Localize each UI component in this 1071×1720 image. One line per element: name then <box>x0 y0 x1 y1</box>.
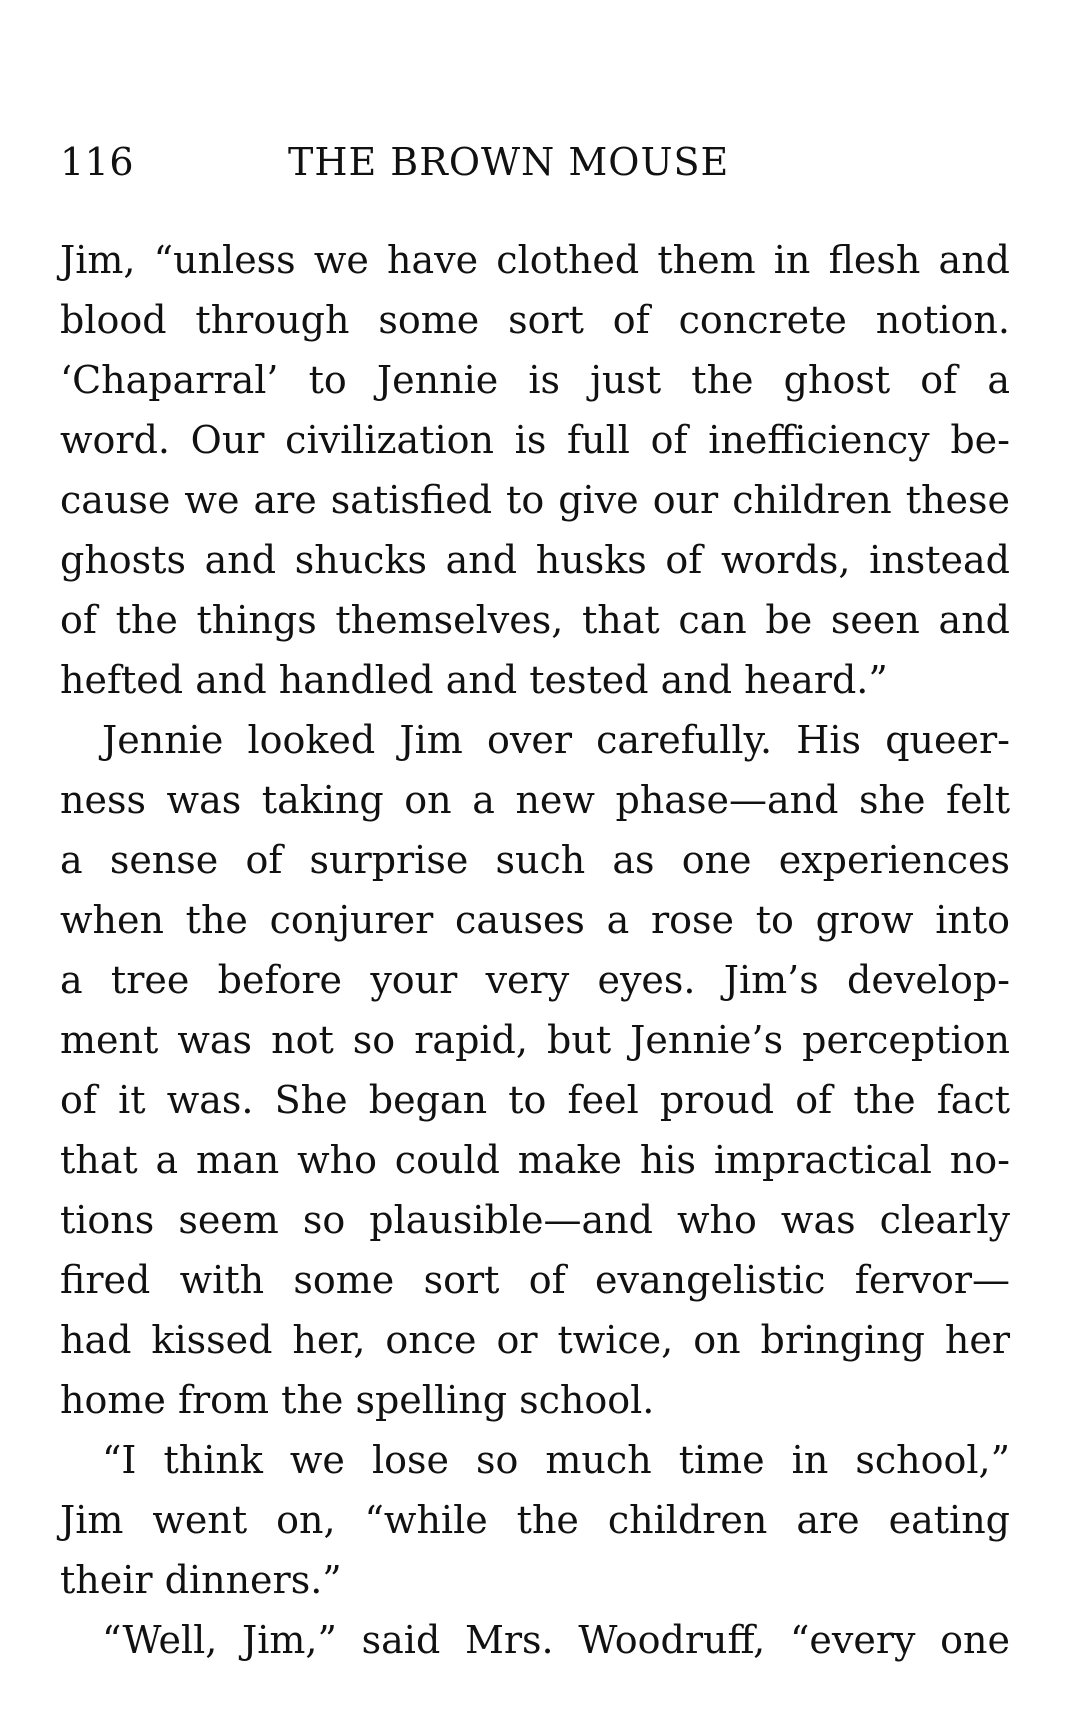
text-line: cause we are satisfied to give our children these <box>60 478 1010 522</box>
text-line: home from the spelling school. <box>60 1378 655 1422</box>
text-line: when the conjurer causes a rose to grow into <box>60 898 1010 942</box>
page-number: 116 <box>60 140 135 184</box>
text-line: had kissed her, once or twice, on bringing her <box>60 1318 1010 1362</box>
text-line: ‘Chaparral’ to Jennie is just the ghost of a <box>60 358 1010 402</box>
text-line: ghosts and shucks and husks of words, instead <box>60 538 1010 582</box>
text-line: a tree before your very eyes. Jim’s develop- <box>60 958 1010 1002</box>
text-line: of it was. She began to feel proud of the fact <box>60 1078 1010 1122</box>
paragraph-start-line: Jennie looked Jim over carefully. His queer- <box>102 718 1010 762</box>
text-line: blood through some sort of concrete notion. <box>60 298 1010 342</box>
page-header <box>60 140 1010 200</box>
text-line: their dinners.” <box>60 1558 342 1602</box>
text-line: a sense of surprise such as one experiences <box>60 838 1010 882</box>
page-body-text <box>60 230 1010 1670</box>
running-title: THE BROWN MOUSE <box>288 140 730 184</box>
book-page <box>60 140 1010 1670</box>
paragraph-start-line: “I think we lose so much time in school,” <box>102 1438 1010 1482</box>
text-line: Jim, “unless we have clothed them in flesh and <box>60 238 1010 282</box>
text-line: Jim went on, “while the children are eating <box>60 1498 1010 1542</box>
text-line: tions seem so plausible—and who was clearly <box>60 1198 1010 1242</box>
text-line: word. Our civilization is full of inefficiency be- <box>60 418 1010 462</box>
text-line: fired with some sort of evangelistic fervor— <box>60 1258 1010 1302</box>
text-line: that a man who could make his impractical no- <box>60 1138 1010 1182</box>
text-line: of the things themselves, that can be seen and <box>60 598 1010 642</box>
text-line: ment was not so rapid, but Jennie’s perception <box>60 1018 1010 1062</box>
text-line: ness was taking on a new phase—and she felt <box>60 778 1010 822</box>
paragraph-start-line: “Well, Jim,” said Mrs. Woodruff, “every one <box>102 1618 1010 1662</box>
text-line: hefted and handled and tested and heard.” <box>60 658 888 702</box>
